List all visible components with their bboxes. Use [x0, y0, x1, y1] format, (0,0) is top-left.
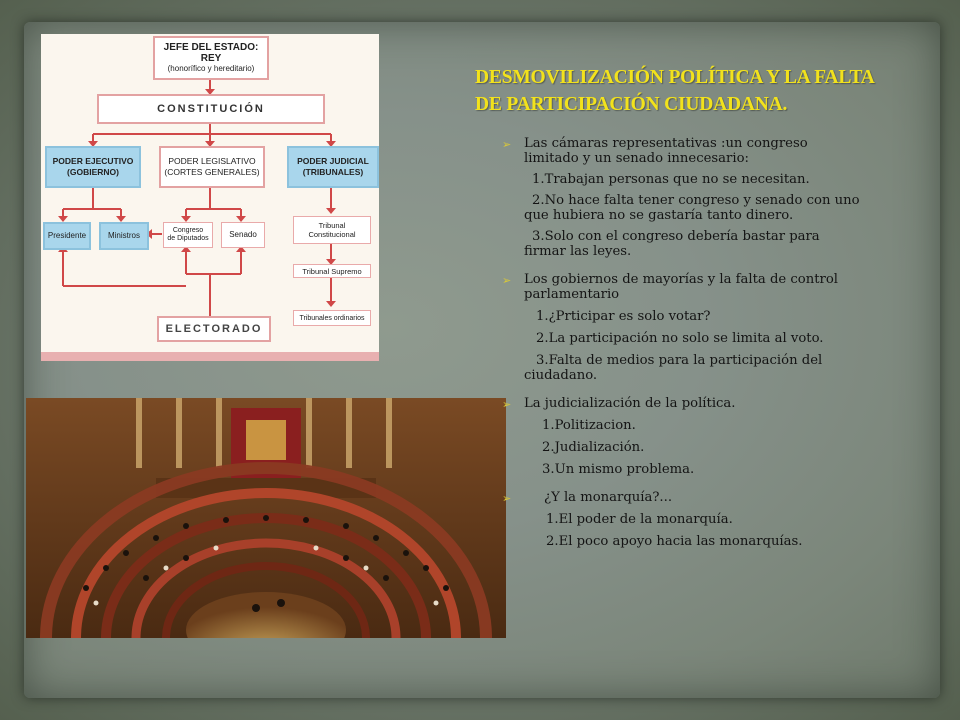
- box-electorado: [157, 316, 271, 342]
- bullet-gobiernos-text: Los gobiernos de mayorías y la falta de control parlamentario: [524, 272, 838, 302]
- congreso-label-2: de Diputados: [167, 235, 209, 242]
- bullet-arrow-icon: ➢: [502, 492, 512, 505]
- presidente-label: Presidente: [47, 231, 87, 240]
- diagram-bottom-strip: [41, 352, 379, 361]
- sub-item: 2.No hace falta tener congreso y senado con uno que hubiera no se gastaría tanto dinero.: [524, 193, 860, 223]
- sub-item: 3.Solo con el congreso debería bastar para firmar las leyes.: [524, 229, 820, 259]
- sub-item: 2.La participación no solo se limita al voto.: [536, 331, 824, 346]
- sub-item: 1.¿Prticipar es solo votar?: [536, 309, 711, 324]
- box-congreso: [163, 222, 213, 248]
- jefe-estado-sublabel: (honorífico y hereditario): [167, 64, 255, 73]
- bullet-monarquia: [502, 490, 862, 505]
- bullet-monarquia-text: ¿Y la monarquía?...: [544, 490, 673, 505]
- tribunal-const-label-2: Constitucional: [308, 230, 356, 239]
- box-tribunales-ordinarios: [293, 310, 371, 326]
- bullet-judicializacion-text: La judicialización de la política.: [524, 396, 736, 411]
- box-ministros: [99, 222, 149, 250]
- tribunal-const-label-1: Tribunal: [318, 221, 346, 230]
- jefe-estado-label: JEFE DEL ESTADO: REY: [163, 42, 259, 64]
- sub-item: 3.Falta de medios para la participación del ciudadano.: [524, 353, 823, 383]
- electorado-label: ELECTORADO: [165, 322, 263, 335]
- sub-item: 1.Politizacion.: [542, 418, 636, 433]
- box-poder-legislativo: [159, 146, 265, 188]
- bullet-camaras-text: Las cámaras representativas :un congreso limitado y un senado innecesario:: [524, 136, 808, 166]
- sub-item: 1.El poder de la monarquía.: [546, 512, 733, 527]
- box-poder-ejecutivo: [45, 146, 141, 188]
- legislativo-label-1: PODER LEGISLATIVO: [168, 156, 256, 166]
- bullet-arrow-icon: ➢: [502, 138, 512, 151]
- box-presidente: [43, 222, 91, 250]
- ejecutivo-label-2: (GOBIERNO): [67, 167, 119, 177]
- box-tribunal-constitucional: [293, 216, 371, 244]
- bullet-arrow-icon: ➢: [502, 398, 512, 411]
- box-constitucion: [97, 94, 325, 124]
- judicial-label-1: PODER JUDICIAL: [297, 156, 369, 166]
- bullet-judicializacion: [502, 396, 862, 411]
- sub-item: 2.Judialización.: [542, 440, 645, 455]
- state-organization-diagram: [41, 34, 379, 361]
- judicial-label-2: (TRIBUNALES): [302, 167, 364, 177]
- tribunal-supremo-label: Tribunal Supremo: [302, 266, 362, 276]
- slide-title: [475, 64, 925, 118]
- bullet-camaras: [502, 136, 862, 166]
- slide-content: [502, 136, 862, 549]
- ministros-label: Ministros: [107, 231, 140, 240]
- bullet-arrow-icon: ➢: [502, 274, 512, 287]
- senado-label: Senado: [229, 230, 257, 239]
- sub-item: 3.Un mismo problema.: [542, 462, 695, 477]
- legislativo-label-2: (CORTES GENERALES): [164, 167, 260, 177]
- box-tribunal-supremo: [293, 264, 371, 278]
- box-senado: [221, 222, 265, 248]
- box-jefe-estado: [153, 36, 269, 80]
- sub-item: 2.El poco apoyo hacia las monarquías.: [546, 534, 803, 549]
- bullet-gobiernos: [502, 272, 862, 302]
- slide-title-line-2: DE PARTICIPACIÓN CIUDADANA.: [475, 94, 788, 115]
- congress-chamber-illustration: [26, 398, 506, 638]
- tribunales-ordinarios-label: Tribunales ordinarios: [299, 314, 365, 322]
- slide-title-line-1: DESMOVILIZACIÓN POLÍTICA Y LA FALTA: [475, 67, 875, 88]
- box-poder-judicial: [287, 146, 379, 188]
- congress-chamber-photo: [26, 398, 506, 638]
- congreso-label-1: Congreso: [172, 227, 204, 234]
- constitucion-label: CONSTITUCIÓN: [157, 102, 265, 115]
- sub-item: 1.Trabajan personas que no se necesitan.: [532, 172, 810, 187]
- ejecutivo-label-1: PODER EJECUTIVO: [52, 156, 134, 166]
